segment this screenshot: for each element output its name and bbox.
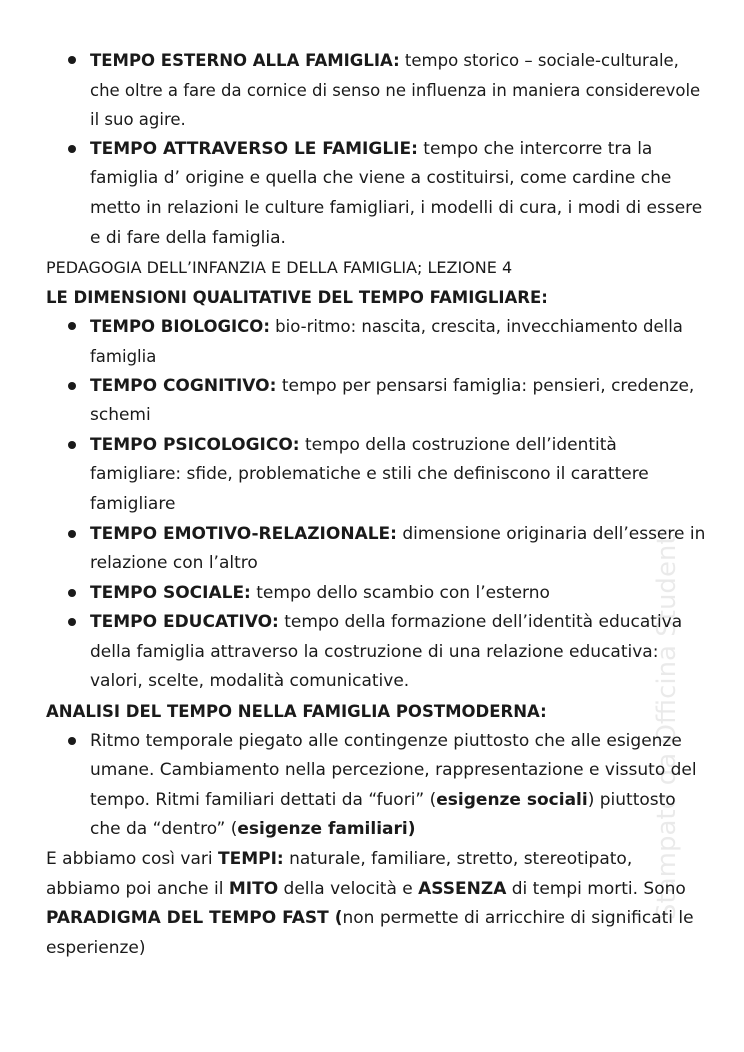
bold-term: MITO [228, 878, 279, 899]
term-label: TEMPO COGNITIVO: [90, 375, 277, 396]
term-description: tempo che intercorre tra la famiglia d’ origine e quella che viene a costituirsi, come cardine che metto in relazioni le culture famigliari, i modelli di cura, i modi di essere e di fare della famiglia. [90, 138, 703, 248]
bold-term: TEMPI: [217, 849, 284, 870]
dimensions-list [46, 312, 706, 697]
term-description: tempo della costruzione dell’identità famigliare: sfide, problematiche e stili che definiscono il carattere famigliare [90, 434, 649, 514]
term-description: tempo dello scambio con l’esterno [250, 582, 550, 603]
list-item [46, 520, 706, 579]
bold-term: esigenze sociali [436, 789, 588, 810]
term-label: TEMPO ATTRAVERSO LE FAMIGLIE: [90, 138, 418, 159]
term-description: tempo della formazione dell’identità educativa della famiglia attraverso la costruzione di una relazione educativa: valori, scelte, modalità comunicative. [90, 612, 683, 692]
list-item [46, 727, 706, 845]
term-description: bio-ritmo: nascita, crescita, invecchiamento della famiglia [90, 317, 683, 366]
analysis-text: ) piuttosto che da “dentro” ( [90, 789, 676, 840]
term-label: TEMPO ESTERNO ALLA FAMIGLIA: [90, 51, 400, 70]
term-label: TEMPO EDUCATIVO: [90, 612, 279, 633]
term-description: dimensione originaria dell’essere in relazione con l’altro [90, 523, 706, 574]
term-label: TEMPO SOCIALE: [90, 582, 251, 603]
list-item [46, 312, 706, 371]
section-heading-postmodern: ANALISI DEL TEMPO NELLA FAMIGLIA POSTMODERNA: [46, 702, 547, 722]
paragraph-text: E abbiamo così vari [46, 849, 218, 870]
list-item [46, 608, 706, 697]
list-item [46, 372, 706, 431]
term-label: TEMPO EMOTIVO-RELAZIONALE: [90, 523, 397, 544]
external-time-list [46, 46, 706, 253]
list-item [46, 579, 706, 609]
paragraph-text: di tempi morti. Sono [506, 878, 686, 899]
closing-paragraph [46, 845, 706, 963]
paragraph-text: naturale, familiare, stretto, stereotipato, abbiamo poi anche il [46, 849, 633, 899]
term-label: TEMPO PSICOLOGICO: [90, 434, 300, 455]
analysis-text: Ritmo temporale piegato alle contingenze piuttosto che alle esigenze umane. Cambiamento nella percezione, rappresentazione e vissuto del tempo. Ritmi familiari dettati da “fuori” ( [90, 730, 697, 810]
paragraph-text: della velocità e [278, 878, 419, 899]
term-label: TEMPO BIOLOGICO: [90, 317, 270, 337]
watermark: Stampato da Officina Studenti [652, 527, 682, 920]
list-item [46, 46, 706, 135]
postmodern-list [46, 727, 706, 845]
term-description: tempo per pensarsi famiglia: pensieri, credenze, schemi [90, 375, 695, 426]
document-page [46, 46, 706, 963]
term-description: tempo storico – sociale-culturale, che oltre a fare da cornice di senso ne influenza in maniera considerevole il suo agire. [90, 51, 701, 130]
list-item [46, 431, 706, 520]
list-item [46, 135, 706, 253]
bold-term: PARADIGMA DEL TEMPO FAST ( [46, 908, 343, 929]
paragraph-text: non permette di arricchire di significati le esperienze) [46, 908, 694, 958]
bold-term: esigenze familiari) [237, 819, 416, 840]
bold-term: ASSENZA [418, 878, 507, 899]
section-heading-dimensions: LE DIMENSIONI QUALITATIVE DEL TEMPO FAMIGLIARE: [46, 287, 548, 307]
lesson-heading: PEDAGOGIA DELL’INFANZIA E DELLA FAMIGLIA; LEZIONE 4 [46, 258, 513, 278]
